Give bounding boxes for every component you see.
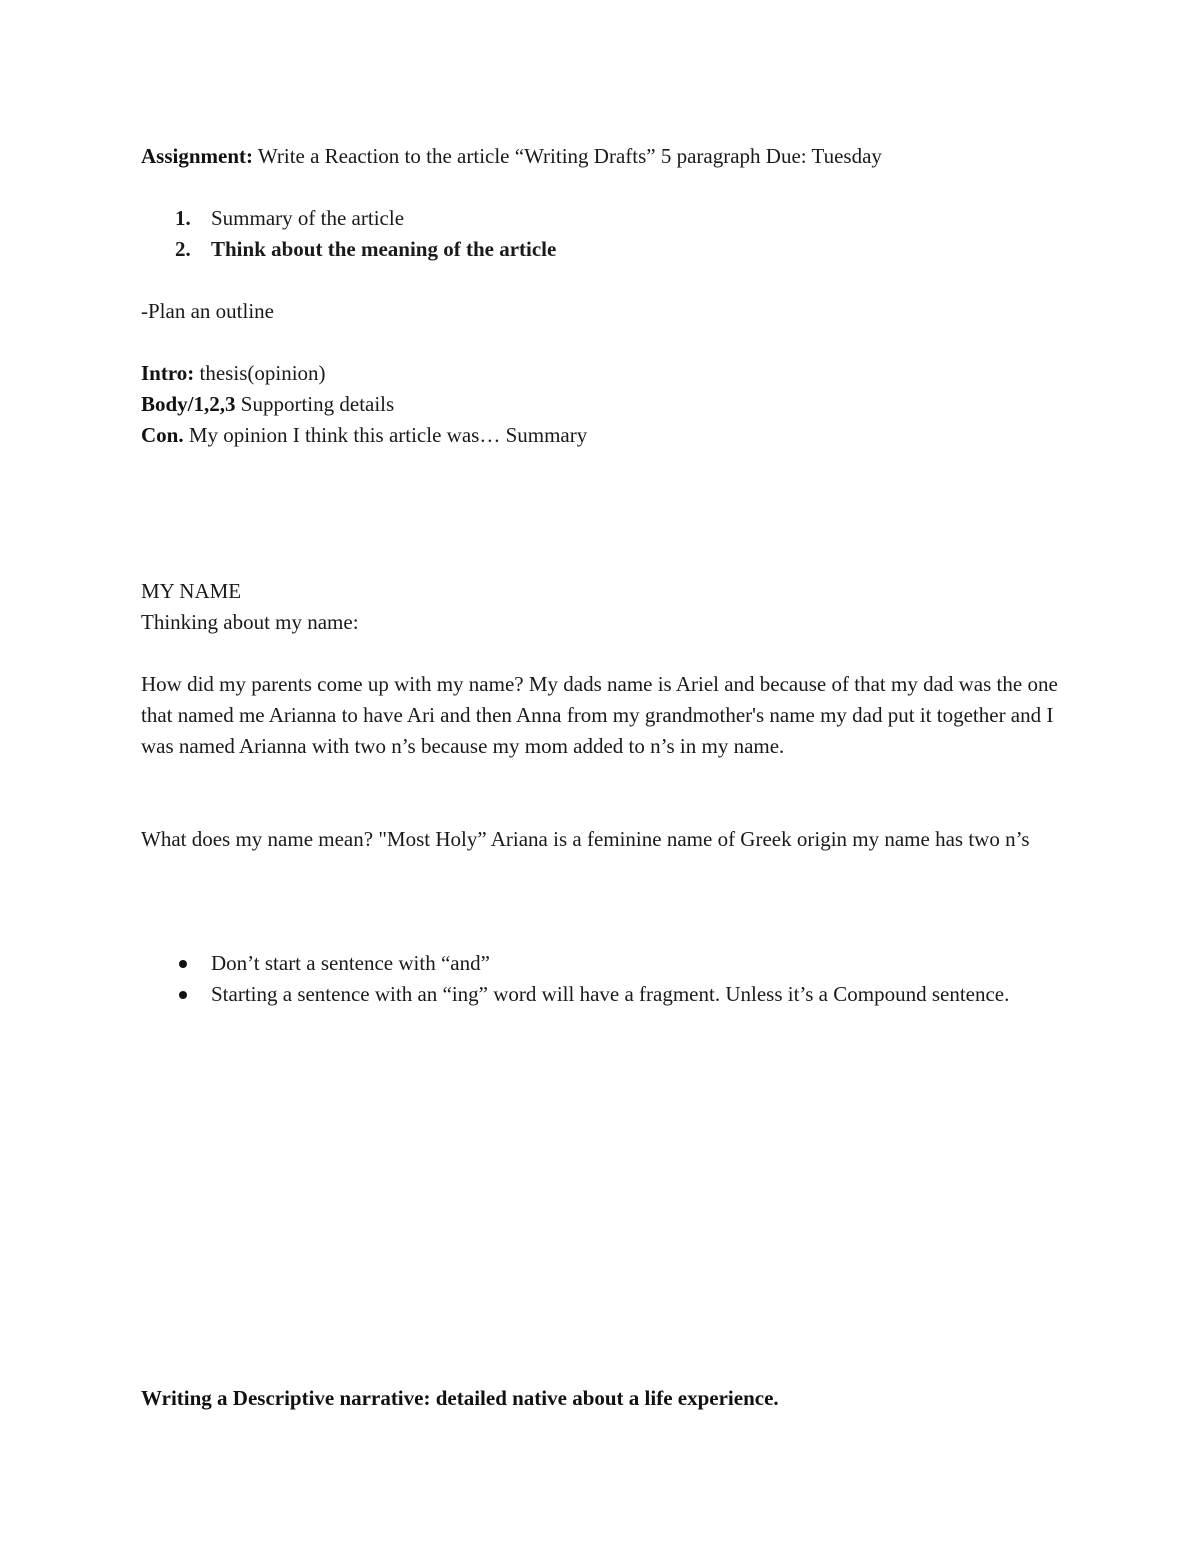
outline-intro xyxy=(141,358,1071,389)
plan-outline: -Plan an outline xyxy=(141,299,274,323)
list-item xyxy=(141,948,1041,979)
list-item xyxy=(141,234,1041,265)
bullet-icon xyxy=(179,960,187,968)
assignment-line xyxy=(141,141,1071,172)
con-text: My opinion I think this article was… Summary xyxy=(183,423,588,447)
outline-section xyxy=(141,358,1071,451)
descriptive-narrative-heading xyxy=(141,1383,1071,1414)
intro-label: Intro: xyxy=(141,361,195,385)
my-name-heading: MY NAME xyxy=(141,579,242,603)
body-text: Supporting details xyxy=(235,392,395,416)
list-item-text: Starting a sentence with an “ing” word will have a fragment. Unless it’s a Compound sentence. xyxy=(211,982,1010,1006)
list-item xyxy=(141,203,1041,234)
my-name-paragraph-1: How did my parents come up with my name? My dads name is Ariel and because of that my dad was the one that named me Arianna to have Ari and then Anna from my grandmother's name my dad put it together and I was named Arianna with two n’s because my mom added to n’s in my name. xyxy=(141,672,1058,758)
bullet-icon xyxy=(179,991,187,999)
list-item xyxy=(141,979,1041,1010)
tips-list xyxy=(141,948,1041,1010)
footer-text: Writing a Descriptive narrative: detailed native about a life experience. xyxy=(141,1386,779,1410)
steps-list xyxy=(141,203,1041,265)
my-name-subheading: Thinking about my name: xyxy=(141,610,359,634)
intro-text: thesis(opinion) xyxy=(194,361,326,385)
my-name-section xyxy=(141,576,1071,638)
list-item-text: Summary of the article xyxy=(211,206,405,230)
con-label: Con. xyxy=(141,423,184,447)
list-item-text: Think about the meaning of the article xyxy=(211,237,557,261)
list-item-text: Don’t start a sentence with “and” xyxy=(211,951,490,975)
body-label: Body/1,2,3 xyxy=(141,392,236,416)
list-number: 2. xyxy=(175,237,191,261)
outline-body xyxy=(141,389,1071,420)
my-name-paragraph-2: What does my name mean? "Most Holy” Ariana is a feminine name of Greek origin my name has two n’s xyxy=(141,827,1030,851)
assignment-text: Write a Reaction to the article “Writing Drafts” 5 paragraph Due: Tuesday xyxy=(253,144,882,168)
outline-conclusion xyxy=(141,420,1071,451)
list-number: 1. xyxy=(175,206,191,230)
assignment-label: Assignment: xyxy=(141,144,254,168)
